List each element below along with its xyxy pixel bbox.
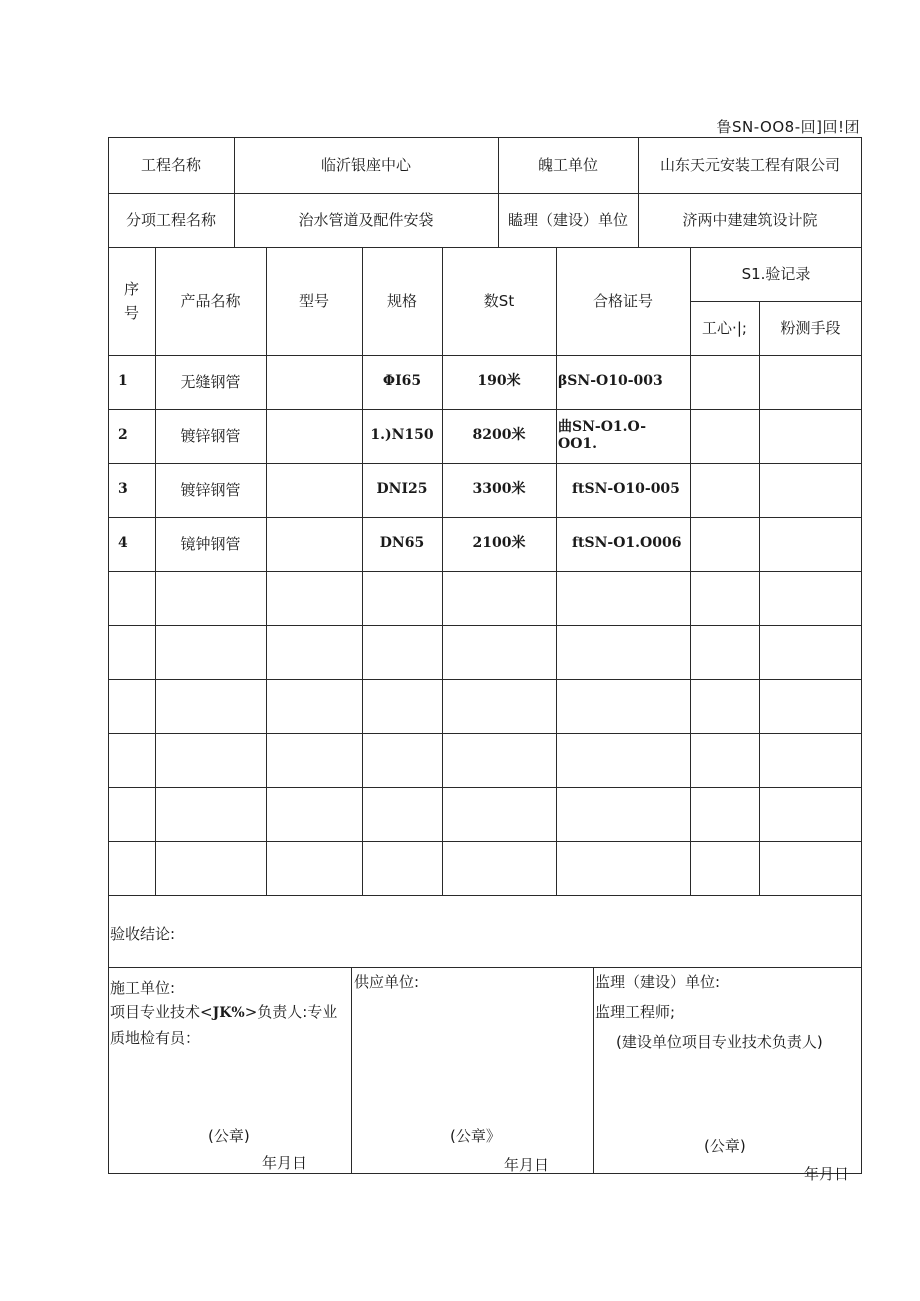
supplier-unit-title: 供应单位: — [354, 973, 420, 991]
conclusion-label: 验收结论: — [110, 925, 176, 943]
row-index: 3 — [118, 481, 128, 498]
supervision-unit-title: 监理（建设）单位: — [595, 973, 721, 991]
row-model — [266, 409, 362, 463]
supplier-date: 年月日 — [504, 1156, 550, 1174]
row-spec: ΦI65 — [382, 373, 422, 390]
col-index-header: 序号 — [123, 280, 139, 322]
row-cert: βSN-O10-003 — [558, 373, 663, 390]
row-product: 镜钟钢管 — [180, 534, 241, 553]
supervision-seal: (公章) — [704, 1137, 746, 1155]
construction-seal: (公章) — [208, 1127, 250, 1145]
document-number: 鲁SN-OO8-回]回!团 — [716, 118, 860, 136]
row-model — [266, 355, 362, 409]
row-qty: 2100米 — [472, 535, 526, 552]
supervision-unit-value: 济两中建建筑设计院 — [682, 210, 818, 229]
row-qty: 8200米 — [472, 427, 526, 444]
supplier-seal: (公章》 — [450, 1127, 501, 1145]
row-model — [266, 463, 362, 517]
row-cert: 曲SN-O1.O-OO1. — [558, 418, 647, 452]
supervision-unit-label: 瞌理（建设）单位 — [507, 210, 628, 229]
col-spec-header: 规格 — [386, 291, 417, 310]
row-index: 4 — [118, 535, 128, 552]
sub-project-value: 治水管道及配件安袋 — [298, 210, 434, 229]
row-index: 1 — [118, 373, 128, 390]
row-product: 无缝钢管 — [180, 372, 241, 391]
supervision-engineer-line: 监理工程师; — [595, 1003, 676, 1021]
col-product-header: 产品名称 — [180, 291, 241, 310]
construction-date: 年月日 — [262, 1154, 308, 1172]
row-index: 2 — [118, 427, 128, 444]
row-spec: DNI25 — [376, 481, 428, 498]
col-inspect-method-header: 粉测手段 — [780, 318, 841, 337]
construction-responsible-line: 项目专业技术<JK%>负责人:专业 — [110, 1003, 338, 1021]
construction-inspector-line: 质地检有员： — [110, 1029, 201, 1047]
row-spec: 1.)N150 — [370, 427, 434, 444]
project-name-label: 工程名称 — [140, 155, 201, 174]
row-cert: ftSN-O10-005 — [572, 481, 680, 498]
col-inspect-appearance-header: 工心·|; — [702, 318, 747, 337]
row-model — [266, 517, 362, 571]
row-spec: DN65 — [379, 535, 425, 552]
supervision-responsible-line: (建设单位项目专业技术负责人) — [616, 1033, 823, 1051]
project-name-value: 临沂银座中心 — [320, 155, 411, 174]
construction-unit-value: 山东天元安装工程有限公司 — [659, 155, 840, 174]
row-product: 镀锌钢管 — [180, 480, 241, 499]
supervision-date-clip — [798, 1163, 850, 1183]
sub-project-label: 分项工程名称 — [125, 210, 216, 229]
row-cert: ftSN-O1.O006 — [572, 535, 682, 552]
col-cert-header: 合格证号 — [592, 291, 653, 310]
col-inspect-header: S1.验记录 — [741, 264, 811, 283]
supervision-date: 年月日 — [804, 1165, 850, 1183]
col-model-header: 型号 — [298, 291, 329, 310]
construction-unit-label: 魄工单位 — [537, 155, 598, 174]
row-qty: 3300米 — [472, 481, 526, 498]
col-qty-header: 数St — [483, 291, 515, 310]
row-product: 镀锌钢管 — [180, 426, 241, 445]
row-qty: 190米 — [477, 373, 521, 390]
construction-unit-title: 施工单位: — [110, 979, 176, 997]
